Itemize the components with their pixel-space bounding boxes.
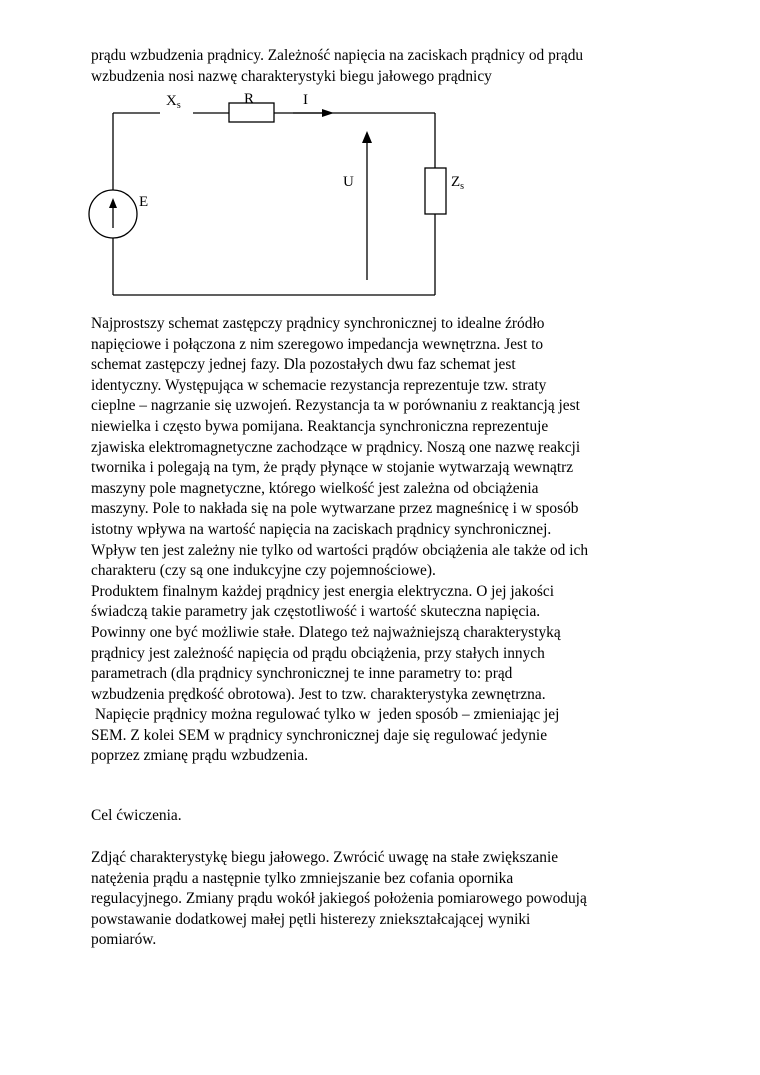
- body-line: schemat zastępczy jednej fazy. Dla pozostałych dwu faz schemat jest: [91, 356, 516, 374]
- body-line: istotny wpływa na wartość napięcia na zaciskach prądnicy synchronicznej.: [91, 520, 552, 538]
- section-line: powstawanie dodatkowej małej pętli histerezy zniekształcającej wyniki: [91, 910, 531, 928]
- body-line: napięciowe i połączona z nim szeregowo impedancja wewnętrzna. Jest to: [91, 335, 544, 353]
- label-i: I: [303, 92, 308, 108]
- label-zs: $Z_s$: [451, 174, 465, 192]
- voltage-arrowhead: [362, 131, 372, 143]
- label-r: R: [244, 91, 255, 107]
- section-paragraph: [91, 848, 587, 951]
- label-u: U: [343, 174, 354, 190]
- intro-line: prądu wzbudzenia prądnicy. Zależność napięcia na zaciskach prądnicy od prądu: [91, 47, 584, 64]
- body-line: identyczny. Występująca w schemacie rezystancja reprezentuje tzw. straty: [91, 376, 547, 394]
- body-line: zjawiska elektromagnetyczne zachodzące w prądnicy. Noszą one nazwę reakcji: [91, 438, 581, 456]
- body-line: poprzez zmianę prądu wzbudzenia.: [91, 747, 309, 765]
- source-e-arrowhead: [109, 198, 117, 208]
- section-heading: Cel ćwiczenia.: [91, 807, 182, 824]
- section-line: Zdjąć charakterystykę biegu jałowego. Zwrócić uwagę na stałe zwiększanie: [91, 849, 559, 866]
- label-xs: $X_s$: [166, 93, 181, 111]
- body-line: twornika i polegają na tym, że prądy płynące w stojanie wytwarzają wewnątrz: [91, 459, 574, 477]
- body-paragraph: [91, 314, 588, 767]
- body-line: Napięcie prądnicy można regulować tylko w jeden sposób – zmieniając jej: [91, 706, 560, 724]
- body-line: wzbudzenia prędkość obrotowa). Jest to tzw. charakterystyka zewnętrzna.: [91, 685, 546, 703]
- body-line: Produktem finalnym każdej prądnicy jest energia elektryczna. O jej jakości: [91, 582, 554, 600]
- body-line: maszyny. Pole to nakłada się na pole wytwarzane przez magneśnicę i w sposób: [91, 500, 579, 518]
- body-line: niewielka i często bywa pomijana. Reaktancja synchroniczna reprezentuje: [91, 417, 549, 435]
- current-arrowhead: [322, 109, 334, 117]
- body-line: Najprostszy schemat zastępczy prądnicy synchronicznej to idealne źródło: [91, 315, 545, 332]
- body-line: świadczą takie parametry jak częstotliwość i wartość skuteczna napięcia.: [91, 603, 541, 621]
- section-line: regulacyjnego. Zmiany prądu wokół jakiegoś położenia pomiarowego powodują: [91, 890, 587, 908]
- label-e: E: [139, 194, 149, 210]
- body-line: cieplne – nagrzanie się uzwojeń. Rezystancja ta w porównaniu z reaktancją jest: [91, 397, 580, 415]
- body-line: Wpływ ten jest zależny nie tylko od wartości prądów obciążenia ale także od ich: [91, 541, 589, 559]
- section-line: natężenia prądu a następnie tylko zmniejszanie bez cofania opornika: [91, 869, 514, 887]
- body-line: SEM. Z kolei SEM w prądnicy synchronicznej daje się regulować jedynie: [91, 726, 548, 744]
- body-line: Powinny one być możliwie stałe. Dlatego też najważniejszą charakterystyką: [91, 623, 561, 641]
- body-line: maszyny pole magnetyczne, którego wielkość jest zależna od obciążenia: [91, 479, 539, 497]
- body-line: prądnicy jest zależność napięcia od prądu obciążenia, przy stałych innych: [91, 644, 545, 662]
- body-line: charakteru (czy są one indukcyjne czy pojemnościowe).: [91, 562, 436, 580]
- equivalent-circuit-diagram: [0, 0, 760, 310]
- body-line: parametrach (dla prądnicy synchronicznej te inne parametry to: prąd: [91, 665, 513, 683]
- section-line: pomiarów.: [91, 931, 157, 949]
- impedance-zs: [425, 168, 446, 214]
- intro-line: wzbudzenia nosi nazwę charakterystyki biegu jałowego prądnicy: [91, 67, 492, 85]
